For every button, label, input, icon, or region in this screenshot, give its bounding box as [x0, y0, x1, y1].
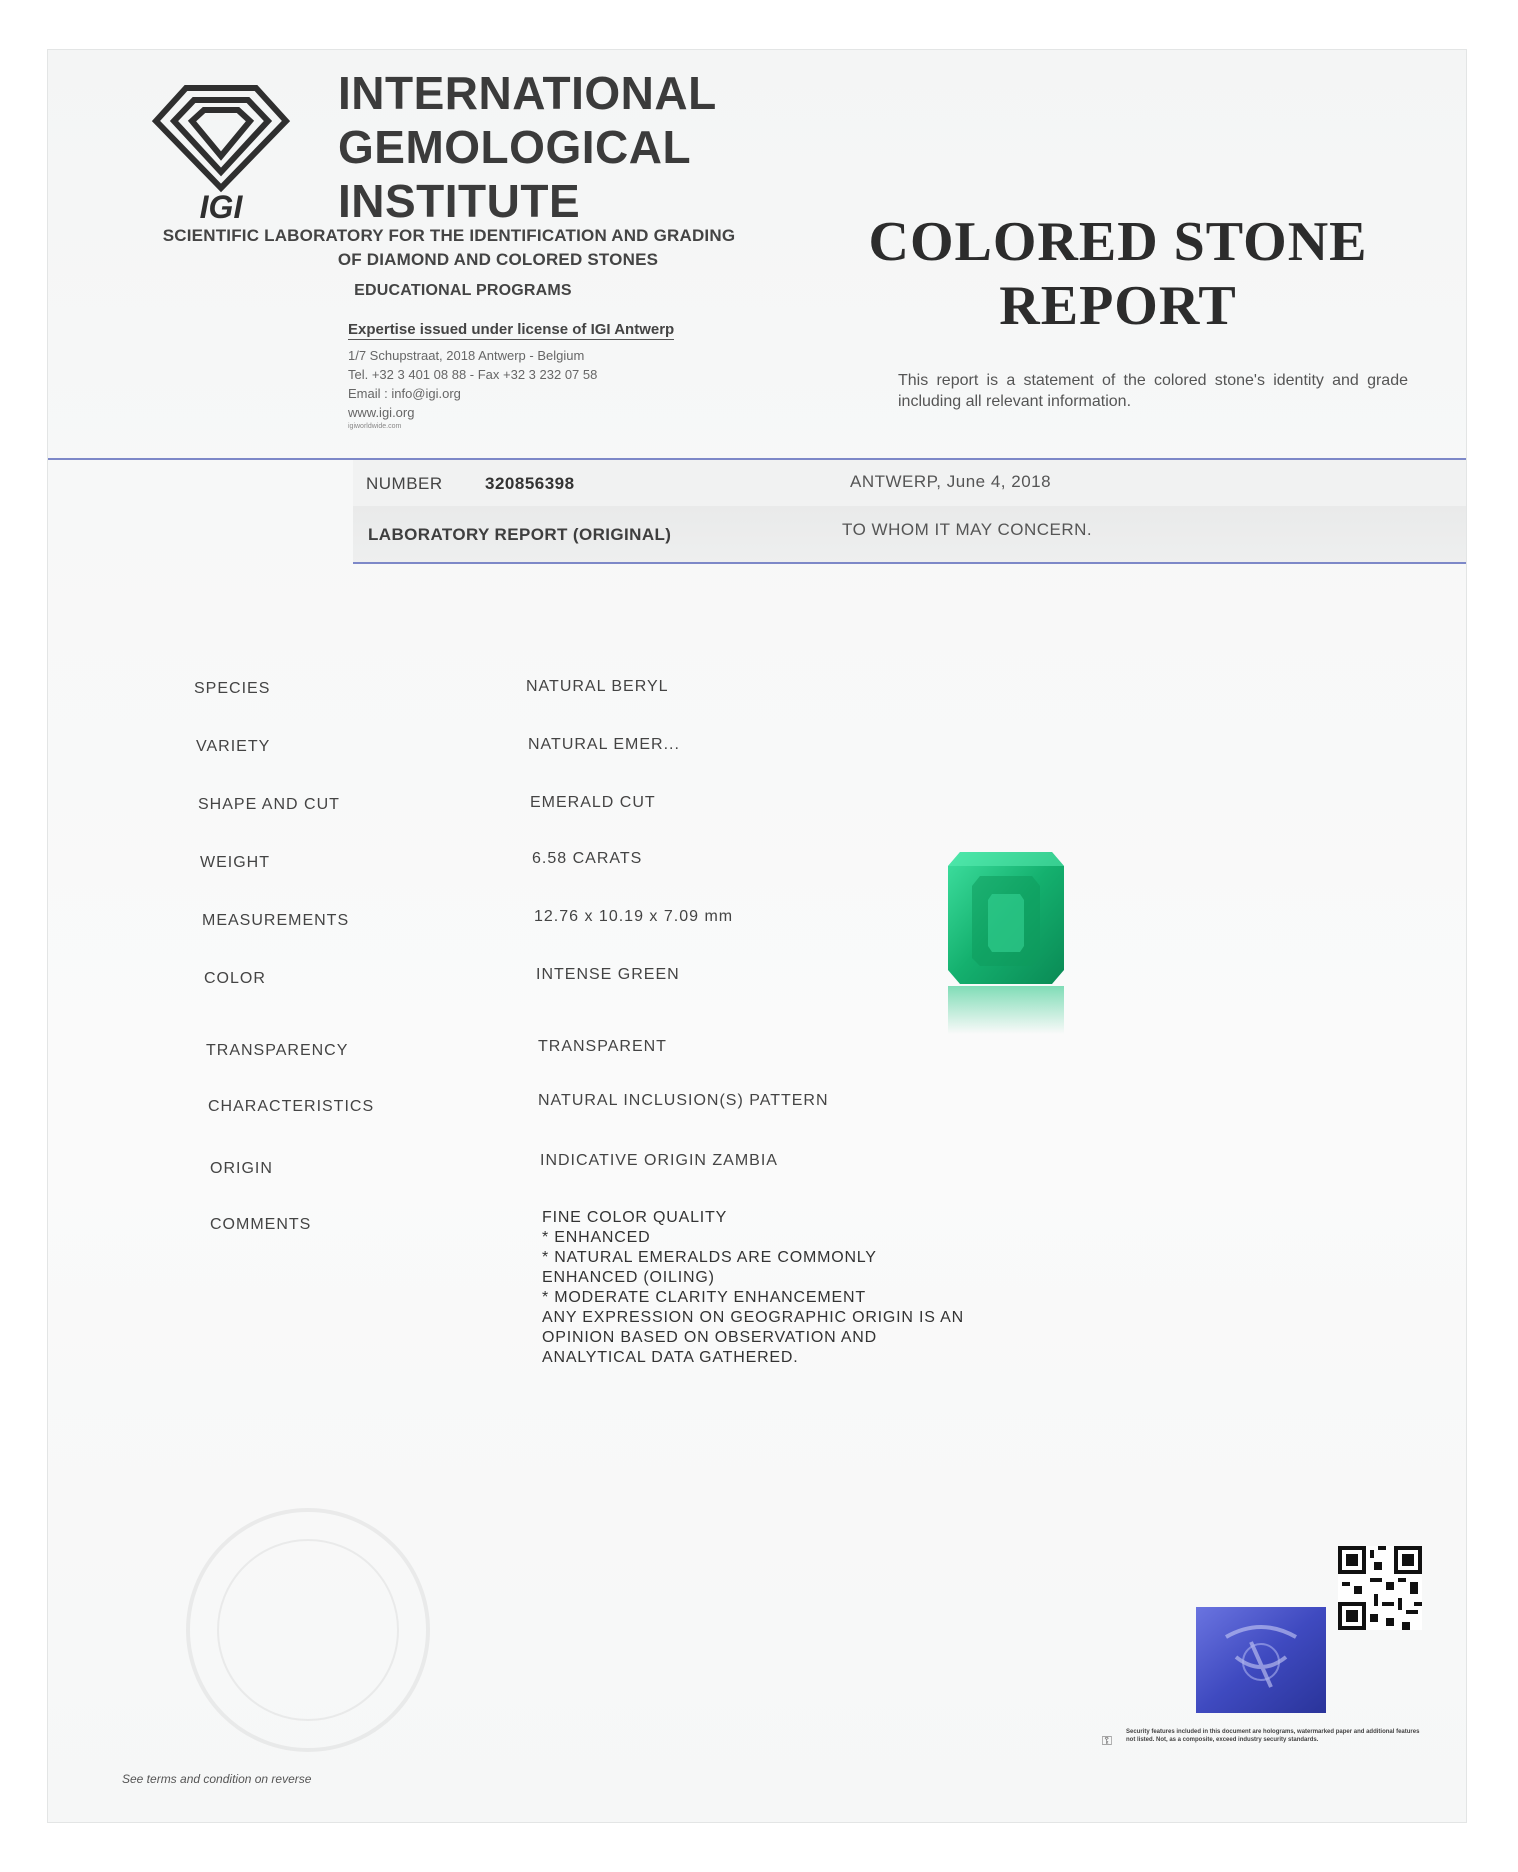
shape-cut-value: EMERALD CUT [530, 794, 656, 811]
svg-text:IGI: IGI [199, 189, 243, 225]
color-value: INTENSE GREEN [536, 966, 680, 983]
certificate-sheet [48, 50, 1466, 1822]
institute-line-2: GEMOLOGICAL [338, 121, 692, 173]
address-line-1: 1/7 Schupstraat, 2018 Antwerp - Belgium [348, 348, 585, 363]
institute-line-3: INSTITUTE [338, 175, 581, 227]
variety-value: NATURAL EMER... [528, 736, 680, 753]
lab-report-label: LABORATORY REPORT (ORIGINAL) [368, 525, 672, 544]
qr-code[interactable] [1338, 1546, 1422, 1630]
comment-line: OPINION BASED ON OBSERVATION AND [542, 1329, 877, 1346]
expertise-license: Expertise issued under license of IGI Antwerp [348, 321, 675, 338]
number-label: NUMBER [366, 474, 443, 493]
report-number: 320856398 [485, 474, 575, 493]
address-small: igiworldwide.com [348, 423, 402, 430]
weight-value: 6.58 CARATS [532, 850, 643, 867]
comment-line: ANY EXPRESSION ON GEOGRAPHIC ORIGIN IS AN [542, 1309, 964, 1326]
address-line-4: www.igi.org [348, 405, 415, 420]
weight-label: WEIGHT [200, 854, 270, 871]
report-title [818, 210, 1418, 338]
watermark-seal [158, 1500, 458, 1760]
transparency-label: TRANSPARENCY [206, 1042, 349, 1059]
report-title-line-1: COLORED STONE [868, 211, 1368, 273]
institute-line-1: INTERNATIONAL [338, 67, 717, 119]
comment-line: * MODERATE CLARITY ENHANCEMENT [542, 1289, 866, 1306]
comments-block [542, 1208, 964, 1368]
comments-label: COMMENTS [210, 1216, 312, 1233]
characteristics-label: CHARACTERISTICS [208, 1098, 375, 1115]
species-label: SPECIES [194, 680, 271, 697]
comment-line: ANALYTICAL DATA GATHERED. [542, 1349, 799, 1366]
transparency-value: TRANSPARENT [538, 1038, 667, 1055]
variety-label: VARIETY [196, 738, 271, 755]
institute-name [338, 66, 717, 228]
comment-line: * NATURAL EMERALDS ARE COMMONLY [542, 1249, 877, 1266]
measurements-label: MEASUREMENTS [202, 912, 350, 929]
security-hologram [1196, 1607, 1326, 1713]
origin-value: INDICATIVE ORIGIN ZAMBIA [540, 1152, 778, 1169]
igi-diamond-logo [146, 76, 296, 226]
report-description: This report is a statement of the colored stone's identity and grade including all relevant information. [898, 372, 1408, 410]
emerald-gem-image [940, 846, 1080, 1036]
color-label: COLOR [204, 970, 266, 987]
report-date: ANTWERP, June 4, 2018 [850, 472, 1052, 491]
divider-bottom [353, 562, 1466, 564]
addressee: TO WHOM IT MAY CONCERN. [842, 520, 1093, 539]
security-notice: Security features included in this document are holograms, watermarked paper and additional features not listed. Not, as a composite, exceed industry security standards. [1126, 1729, 1420, 1743]
comment-line: FINE COLOR QUALITY [542, 1209, 728, 1226]
origin-label: ORIGIN [210, 1160, 273, 1177]
terms-note: See terms and condition on reverse [122, 1772, 312, 1786]
report-title-line-2: REPORT [999, 275, 1237, 337]
comment-line: ENHANCED (OILING) [542, 1269, 715, 1286]
shape-cut-label: SHAPE AND CUT [198, 796, 340, 813]
address-block [348, 346, 597, 431]
educational-programs: EDUCATIONAL PROGRAMS [354, 282, 572, 299]
address-line-3: Email : info@igi.org [348, 386, 461, 401]
lab-description-1: SCIENTIFIC LABORATORY FOR THE IDENTIFICATION AND GRADING [162, 226, 736, 245]
key-icon: ⚿ [1102, 1733, 1112, 1748]
comment-line: * ENHANCED [542, 1229, 651, 1246]
lab-description-2: OF DIAMOND AND COLORED STONES [337, 250, 659, 269]
measurements-value: 12.76 x 10.19 x 7.09 mm [534, 908, 734, 925]
characteristics-value: NATURAL INCLUSION(S) PATTERN [538, 1092, 829, 1109]
species-value: NATURAL BERYL [526, 678, 669, 695]
address-line-2: Tel. +32 3 401 08 88 - Fax +32 3 232 07 58 [348, 367, 598, 382]
